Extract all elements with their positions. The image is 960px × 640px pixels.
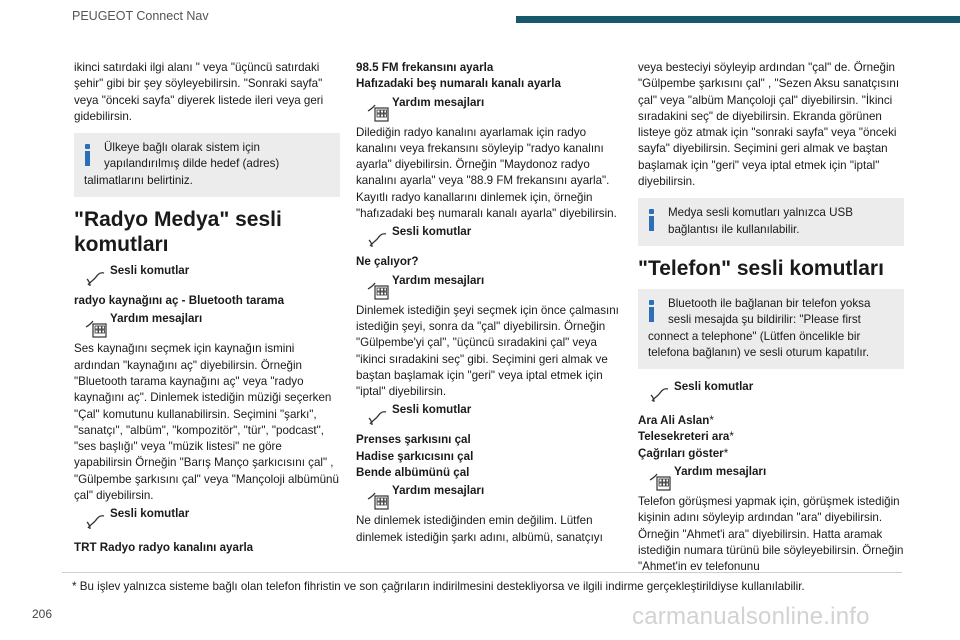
help-message-header [356, 95, 622, 123]
command-text: Ara Ali Aslan* [638, 414, 714, 428]
info-box [638, 198, 904, 246]
paragraph: Dinlemek istediğin şeyi seçmek için önce çalmasını istediğin şeyi, sonra da "çal" diyebilirsin. Örneğin "Gülpembe'yi çal", "üçüncü sıradakini çal" veya "ikinci sıradakini seç" gibi. Seçimini geri almak ve baştan başlamak için "geri" veya iptal etmek için "iptal" diyebilirsin. [356, 303, 619, 399]
info-text: connect a telephone" (Lütfen öncelikle bir [648, 329, 861, 343]
help-label: Yardım mesajları [392, 95, 485, 109]
info-text: Medya sesli komutları yalnızca USB [668, 206, 853, 220]
header-accent-bar [516, 16, 960, 23]
help-message-icon [366, 487, 390, 511]
command-text: TRT Radyo radyo kanalını ayarla [74, 541, 254, 555]
help-message-icon [366, 277, 390, 301]
info-text: Bluetooth ile bağlanan bir telefon yoksa [668, 296, 871, 310]
info-icon [648, 209, 655, 231]
help-message-icon [648, 468, 672, 492]
voice-command-header [356, 224, 622, 252]
command-label: Sesli komutlar [110, 264, 190, 278]
help-label: Yardım mesajları [392, 484, 485, 498]
help-label: Yardım mesajları [674, 465, 767, 479]
command-text: 98.5 FM frekansını ayarla [356, 61, 494, 74]
info-text: bağlantısı ile kullanılabilir. [668, 222, 800, 236]
voice-command-icon [84, 267, 108, 291]
command-label: Sesli komutlar [392, 403, 472, 417]
watermark: carmanualsonline.info [632, 603, 870, 630]
voice-command-icon [366, 406, 390, 430]
command-text: Telesekreteri ara* [638, 430, 734, 444]
command-text: Çağrıları göster* [638, 446, 729, 460]
info-icon [648, 300, 655, 322]
help-label: Yardım mesajları [110, 312, 203, 326]
voice-command-header [74, 506, 340, 534]
footnote-divider [62, 572, 902, 573]
info-box [638, 289, 904, 369]
page-number: 206 [32, 607, 53, 621]
column-3 [638, 60, 904, 576]
command-text: Hafızadaki beş numaralı kanalı ayarla [356, 77, 561, 91]
paragraph: Telefon görüşmesi yapmak için, görüşmek istediğin kişinin adını söyleyip ardından "ara" diyebilirsin. Örneğin "Ahmet'i ara" diyebilirsin. Hatta aramak istediğin numara türünü bile söyleyebilirsin. Örneğin "Ahmet'in ev telefonunu [638, 495, 904, 574]
paragraph: ikinci satırdaki ilgi alanı " veya "üçüncü satırdaki şehir" gibi bir şey söyleyebilirsin. "Sonraki sayfa" veya "önceki sayfa" diyerek listede ileri veya geri gidebilirsin. [74, 61, 324, 123]
info-text: sesli mesajda şu bildirilir: "Please first [668, 313, 861, 327]
help-message-header [638, 464, 904, 492]
info-text: Ülkeye bağlı olarak sistem için [104, 141, 260, 155]
command-text: Ne çalıyor? [356, 255, 419, 269]
help-message-header [356, 483, 622, 511]
paragraph: Dilediğin radyo kanalını ayarlamak için radyo kanalını veya frekansını söyleyip "radyo kanalını ayarla" diyebilirsin. Örneğin "Maydonoz radyo kanalını ayarla" veya "88.9 FM frekansını ayarla". Kayıtlı radyo kanallarını dinlemek için, örneğin "hafızadaki beş numaralı kanalı ayarla" diyebilirsin. [356, 125, 617, 221]
help-message-header [74, 311, 340, 339]
info-text: yapılandırılmış dilde hedef (adres) [104, 157, 280, 171]
help-message-icon [84, 315, 108, 339]
column-2 [356, 60, 622, 546]
paragraph: Ses kaynağını seçmek için kaynağın ismini ardından "kaynağını aç" diyebilirsin. Örneğin "Bluetooth tarama kaynağını aç" veya "radyo kaynağını aç". Dinlemek istediğin müziği seçerken "Çal" komutunu kullanabilirsin. Seçimini "şarkı", "sanatçı", "albüm", "kompozitör", "tür", "podcast", "ses başlığı" veya "müzik listesi" ne göre yapabilirsin Örneğin "Barış Manço şarkıcısını çal" , "Gülpembe şarkısını çal" veya "Mançoloji albümünü çal" diyebilirsin. [74, 342, 339, 503]
command-text: Hadise şarkıcısını çal [356, 449, 474, 463]
section-heading: "Radyo Medya" sesli komutları [74, 208, 282, 257]
footnote: * Bu işlev yalnızca sisteme bağlı olan telefon fihristin ve son çağrıların indirilmesini destekliyorsa ve ilgili indirme gerçekleştirildiyse kullanılabilir. [72, 580, 805, 593]
voice-command-header [356, 402, 622, 430]
help-message-header [356, 273, 622, 301]
help-message-icon [366, 99, 390, 123]
info-text: telefona bağlanın) ve sesli oturum kapatılır. [648, 345, 870, 359]
help-label: Yardım mesajları [392, 273, 485, 287]
voice-command-icon [648, 383, 672, 407]
voice-command-icon [366, 228, 390, 252]
voice-command-icon [84, 510, 108, 534]
header-title: PEUGEOT Connect Nav [72, 9, 209, 23]
paragraph: Ne dinlemek istediğinden emin değilim. Lütfen dinlemek istediğin şarkı adını, albümü, sanatçıyı [356, 514, 603, 544]
column-1 [74, 60, 340, 557]
command-label: Sesli komutlar [674, 380, 754, 394]
voice-command-header [638, 379, 904, 407]
command-text: radyo kaynağını aç - Bluetooth tarama [74, 294, 285, 308]
command-text: Prenses şarkısını çal [356, 433, 471, 447]
command-label: Sesli komutlar [392, 225, 472, 239]
info-text: talimatlarını belirtiniz. [84, 173, 193, 187]
info-icon [84, 144, 91, 166]
command-label: Sesli komutlar [110, 507, 190, 521]
paragraph: veya besteciyi söyleyip ardından "çal" de. Örneğin "Gülpembe şarkısını çal" , "Sezen Aksu sanatçısını çal" veya "albüm Mançoloji çal" diyebilirsin. "İkinci sıradakini seç" de diyebilirsin. Ekranda görünen listeye göz atmak için "sonraki sayfa" veya "önceki sayfa" diyebilirsin. Seçimini geri almak ve baştan başlamak için "geri" veya iptal etmek için "iptal" diyebilirsin. [638, 61, 900, 189]
info-box [74, 133, 340, 197]
section-heading: "Telefon" sesli komutları [638, 256, 884, 280]
command-text: Bende albümünü çal [356, 466, 470, 480]
voice-command-header [74, 263, 340, 291]
